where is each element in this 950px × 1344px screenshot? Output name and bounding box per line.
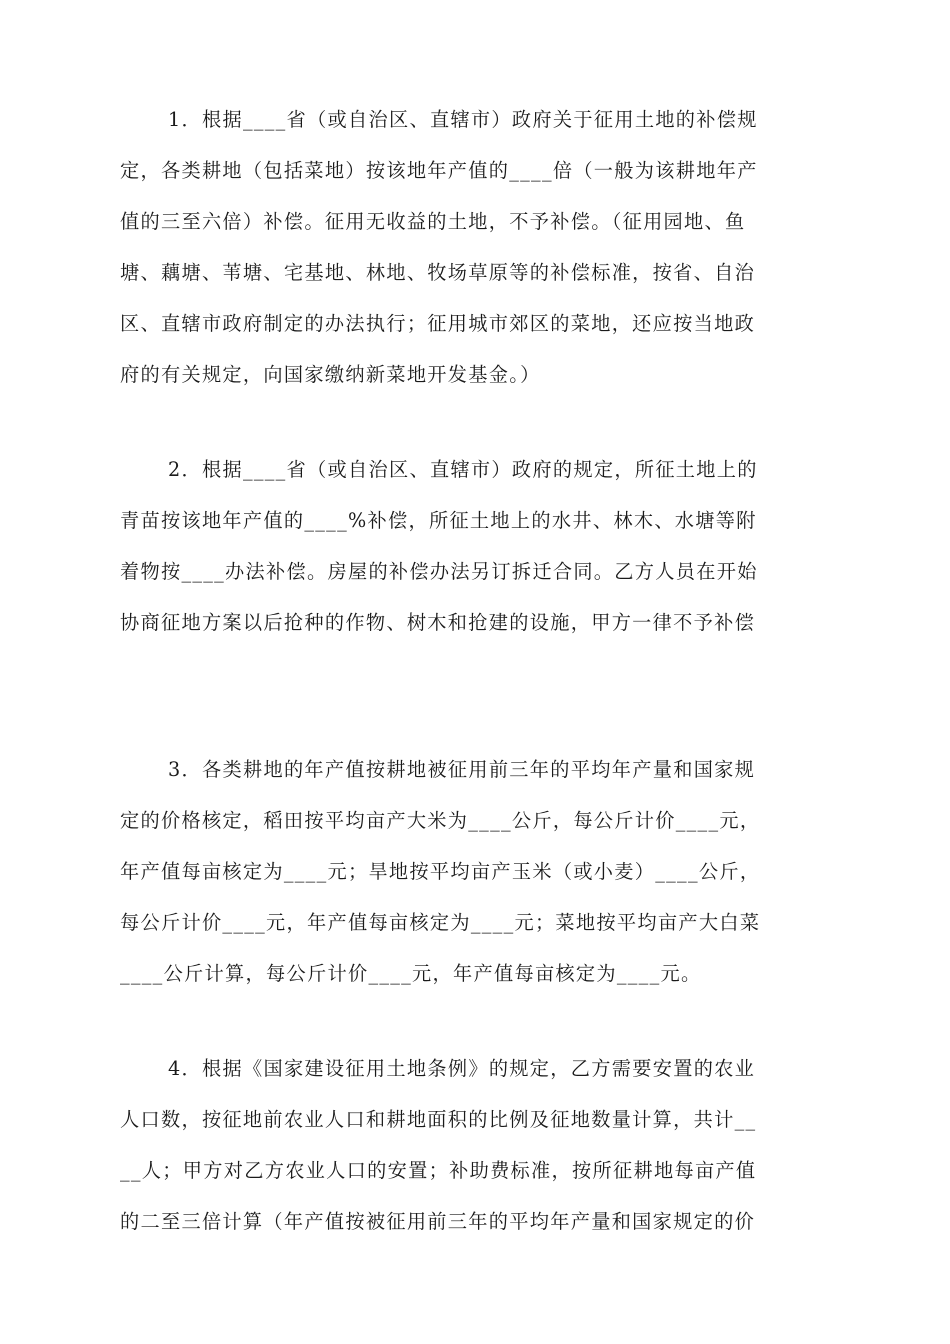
text-line: 府的有关规定，向国家缴纳新菜地开发基金。）	[120, 363, 541, 386]
clause-1	[120, 94, 840, 400]
text-line: 塘、藕塘、苇塘、宅基地、林地、牧场草原等的补偿标准，按省、自治	[120, 261, 756, 284]
text-line: 每公斤计价____元，年产值每亩核定为____元；菜地按平均亩产大白菜	[120, 911, 761, 934]
text-line: 的二至三倍计算（年产值按被征用前三年的平均年产量和国家规定的价	[120, 1210, 756, 1233]
text-line: 1．根据____省（或自治区、直辖市）政府关于征用土地的补偿规	[168, 108, 758, 131]
clause-2	[120, 444, 840, 648]
text-line: 3．各类耕地的年产值按耕地被征用前三年的平均年产量和国家规	[168, 758, 756, 781]
text-line: __人；甲方对乙方农业人口的安置；补助费标准，按所征耕地每亩产值	[120, 1159, 757, 1182]
clause-4	[120, 1043, 840, 1247]
clause-3	[120, 744, 840, 999]
text-line: ____公斤计算，每公斤计价____元，年产值每亩核定为____元。	[120, 962, 702, 985]
text-line: 定的价格核定，稻田按平均亩产大米为____公斤，每公斤计价____元，	[120, 809, 761, 832]
text-line: 年产值每亩核定为____元；旱地按平均亩产玉米（或小麦）____公斤，	[120, 860, 761, 883]
text-line: 人口数，按征地前农业人口和耕地面积的比例及征地数量计算，共计__	[120, 1108, 757, 1131]
text-line: 青苗按该地年产值的____%补偿，所征土地上的水井、林木、水塘等附	[120, 509, 757, 532]
text-line: 协商征地方案以后抢种的作物、树木和抢建的设施，甲方一律不予补偿	[120, 611, 756, 634]
text-line: 定，各类耕地（包括菜地）按该地年产值的____倍（一般为该耕地年产	[120, 159, 758, 182]
text-line: 4．根据《国家建设征用土地条例》的规定，乙方需要安置的农业	[168, 1057, 756, 1080]
text-line: 2．根据____省（或自治区、直辖市）政府的规定，所征土地上的	[168, 458, 758, 481]
text-line: 值的三至六倍）补偿。征用无收益的土地，不予补偿。（征用园地、鱼	[120, 210, 746, 233]
text-line: 着物按____办法补偿。房屋的补偿办法另订拆迁合同。乙方人员在开始	[120, 560, 758, 583]
text-line: 区、直辖市政府制定的办法执行；征用城市郊区的菜地，还应按当地政	[120, 312, 756, 335]
